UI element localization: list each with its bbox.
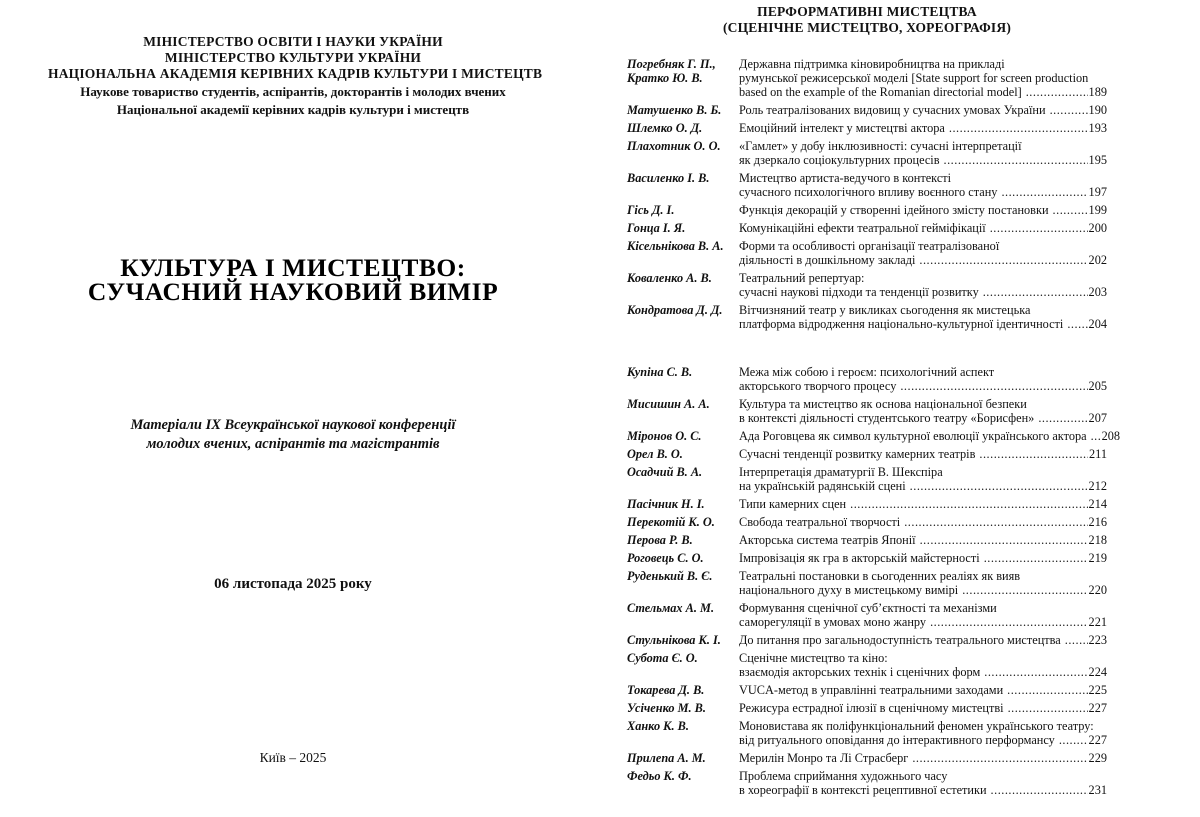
toc-entry-author [627, 465, 739, 479]
toc-author-line: Усіченко М. В. [627, 701, 706, 715]
toc-title-text: Мерилін Монро та Лі Страсберг [739, 751, 909, 765]
toc-entry-author [627, 701, 739, 715]
toc-title-text: Емоційний інтелект у мистецтві актора [739, 121, 945, 135]
toc-entry-titles [739, 701, 1107, 715]
toc-entry-titles [739, 429, 1121, 443]
toc-author-line: Міронов О. С. [627, 429, 702, 443]
toc-entry-author [627, 221, 739, 235]
dot-leader [1067, 317, 1087, 331]
toc-entry [627, 271, 1107, 299]
dot-leader [1008, 701, 1088, 715]
org-header-line: Національної академії керівних кадрів культури і мистецтв [116, 102, 470, 117]
toc-entry-page-number: 229 [1088, 751, 1107, 765]
toc-title-text: VUCA-метод в управлінні театральними заходами [739, 683, 1004, 697]
toc-entry-page-number: 197 [1088, 185, 1107, 199]
toc-entry [627, 171, 1107, 199]
dot-leader [962, 583, 1087, 597]
book-subtitle-line-2: молодих вчених, аспірантів та магістрантів [146, 435, 440, 452]
book-title-line-1: КУЛЬТУРА І МИСТЕЦТВО: [120, 253, 466, 282]
dot-leader [984, 551, 1088, 565]
toc-entry-author [627, 239, 739, 253]
org-header-line: МІНІСТЕРСТВО КУЛЬТУРИ УКРАЇНИ [164, 50, 422, 65]
toc-entry-page-number: 214 [1088, 497, 1107, 511]
toc-title-text: Режисура естрадної ілюзії в сценічному мистецтві [739, 701, 1004, 715]
toc-entry-page-number: 207 [1088, 411, 1107, 425]
toc-entry-page-number: 208 [1101, 429, 1121, 443]
toc-title-text: Ада Роговцева як символ культурної еволюції українського актора [739, 429, 1087, 443]
toc-entry [627, 57, 1107, 99]
dot-leader [850, 497, 1087, 511]
toc-author-line: Орел В. О. [627, 447, 683, 461]
toc-author-line: Шлемко О. Д. [627, 121, 703, 135]
toc-title-text: Свобода театральної творчості [739, 515, 901, 529]
toc-entry-author [627, 683, 739, 697]
toc-title-text: До питання про загальнодоступність театрального мистецтва [739, 633, 1061, 647]
toc-entry-author [627, 551, 739, 565]
toc-author-line: Прилепа А. М. [627, 751, 706, 765]
toc-entry-titles [739, 103, 1107, 117]
toc-title-line-last [739, 203, 1107, 217]
toc-entry [627, 551, 1107, 565]
toc-entry-titles [739, 203, 1107, 217]
toc-author-line: Кондратова Д. Д. [627, 303, 723, 317]
book-subtitle-line-1: Матеріали IX Всеукраїнської наукової конференції [130, 417, 456, 433]
toc-entry-titles [739, 397, 1107, 425]
toc-entry-titles [739, 447, 1107, 461]
toc-entry-author [627, 171, 739, 185]
dot-leader [904, 515, 1087, 529]
toc-author-line: Перова Р. В. [627, 533, 693, 547]
toc-author-line: Осадчий В. А. [627, 465, 703, 479]
toc-title-line-last [739, 551, 1107, 565]
toc-entry [627, 465, 1107, 493]
toc-entry [627, 719, 1107, 747]
toc-entry [627, 121, 1107, 135]
toc-entry-author [627, 651, 739, 665]
toc-title-line: Мистецтво артиста-ведучого в контексті [739, 171, 952, 185]
toc-entry-author [627, 103, 739, 117]
toc-author-line: Токарева Д. В. [627, 683, 705, 697]
toc-entry-page-number: 190 [1088, 103, 1107, 117]
toc-entry-titles [739, 751, 1107, 765]
toc-entry-titles [739, 633, 1107, 647]
toc-entry [627, 221, 1107, 235]
toc-entry-page-number: 227 [1088, 733, 1107, 747]
toc-title-line: румунської режисерської моделі [State support for screen production [739, 71, 1089, 85]
toc-title-line-last [739, 429, 1121, 443]
toc-title-line: Культура та мистецтво як основа національної безпеки [739, 397, 1027, 411]
toc-title-line-last [739, 121, 1107, 135]
toc-entry [627, 447, 1107, 461]
toc-entry-page-number: 216 [1088, 515, 1107, 529]
toc-title-line-last [739, 479, 1107, 493]
dot-leader [979, 447, 1088, 461]
toc-title-text: як дзеркало соціокультурних процесів [739, 153, 940, 167]
toc-entry-author [627, 203, 739, 217]
toc-author-line: Плахотник О. О. [627, 139, 721, 153]
toc-title-line-last [739, 103, 1107, 117]
toc-title-line-last [739, 85, 1107, 99]
toc-entry [627, 429, 1121, 443]
dot-leader [1026, 85, 1088, 99]
toc-entry-author [627, 57, 739, 85]
toc-entry-author [627, 751, 739, 765]
toc-title-line-last [739, 665, 1107, 679]
toc-entry [627, 533, 1107, 547]
book-title-line-2: СУЧАСНИЙ НАУКОВИЙ ВИМІР [87, 277, 499, 306]
toc-title-line-last [739, 615, 1107, 629]
toc-title-text: від ритуального оповідання до інтерактивного перформансу [739, 733, 1055, 747]
toc-entry-page-number: 224 [1088, 665, 1107, 679]
toc-entry-titles [739, 121, 1107, 135]
toc-entry-page-number: 203 [1088, 285, 1107, 299]
toc-entry [627, 103, 1107, 117]
toc-title-line-last [739, 533, 1107, 547]
toc-title-line-last [739, 515, 1107, 529]
toc-title-text: Імпровізація як гра в акторській майстерності [739, 551, 980, 565]
toc-entry-titles [739, 171, 1107, 199]
toc-entry-titles [739, 719, 1107, 747]
toc-entry [627, 651, 1107, 679]
toc-author-line: Василенко І. В. [627, 171, 710, 185]
toc-title-line-last [739, 447, 1107, 461]
toc-author-line: Пасічник Н. І. [627, 497, 705, 511]
toc-entry-page-number: 193 [1088, 121, 1107, 135]
toc-entry-page-number: 231 [1088, 783, 1107, 797]
toc-author-line: Матушенко В. Б. [627, 103, 722, 117]
toc-title-text: в хореографії в контексті рецептивної естетики [739, 783, 987, 797]
toc-title-text: в контексті діяльності студентського театру «Борисфен» [739, 411, 1035, 425]
toc-title-line-last [739, 701, 1107, 715]
toc-title-text: національного духу в мистецькому вимірі [739, 583, 959, 597]
dot-leader [1001, 185, 1087, 199]
toc-author-line: Стульнікова К. І. [627, 633, 721, 647]
toc-title-line: «Гамлет» у добу інклюзивності: сучасні інтерпретації [739, 139, 1022, 153]
toc-entry [627, 497, 1107, 511]
toc-entry-titles [739, 651, 1107, 679]
toc-entry-page-number: 220 [1088, 583, 1107, 597]
toc-entry-page-number: 204 [1088, 317, 1107, 331]
toc-entry-titles [739, 365, 1107, 393]
dot-leader [1038, 411, 1087, 425]
toc-entry-author [627, 719, 739, 733]
toc-title-line-last [739, 153, 1107, 167]
toc-title-text: платформа відродження національно-культурної ідентичності [739, 317, 1064, 331]
toc-title-line: Межа між собою і героєм: психологічний аспект [739, 365, 995, 379]
toc-title-line-last [739, 683, 1107, 697]
toc-entry-author [627, 397, 739, 411]
toc-entry-author [627, 515, 739, 529]
toc-title-line: Форми та особливості організації театралізованої [739, 239, 1000, 253]
toc-title-line: Моновистава як поліфункціональний феномен українського театру: [739, 719, 1094, 733]
toc-entry-author [627, 271, 739, 285]
toc-entry-author [627, 569, 739, 583]
toc-author-line: Гонца І. Я. [627, 221, 686, 235]
toc-entry-author [627, 365, 739, 379]
toc-author-line: Ханко К. В. [627, 719, 689, 733]
toc-entry [627, 569, 1107, 597]
toc-entry-author [627, 497, 739, 511]
toc-entry-page-number: 227 [1088, 701, 1107, 715]
book-subtitle [48, 416, 538, 453]
dot-leader [991, 783, 1088, 797]
toc-section-title-line-1: ПЕРФОРМАТИВНІ МИСТЕЦТВА [757, 4, 977, 19]
org-header-line: Наукове товариство студентів, аспірантів, докторантів і молодих вчених [80, 84, 506, 99]
toc-entry [627, 701, 1107, 715]
dot-leader [949, 121, 1088, 135]
toc-title-text: взаємодія акторських технік і сценічних форм [739, 665, 981, 679]
toc-title-text: саморегуляції в умовах моно жанру [739, 615, 927, 629]
toc-entry [627, 515, 1107, 529]
toc-title-line-last [739, 583, 1107, 597]
toc-author-line: Коваленко А. В. [627, 271, 712, 285]
dot-leader [920, 533, 1088, 547]
toc-section-title-line-2: (СЦЕНІЧНЕ МИСТЕЦТВО, ХОРЕОГРАФІЯ) [722, 20, 1012, 35]
toc-entry-titles [739, 769, 1107, 797]
toc-title-line-last [739, 185, 1107, 199]
toc-author-line: Субота Є. О. [627, 651, 698, 665]
toc-section-title [627, 4, 1107, 36]
dot-leader [1091, 429, 1101, 443]
toc-entry-titles [739, 515, 1107, 529]
toc-title-line: Проблема сприймання художнього часу [739, 769, 948, 783]
dot-leader [919, 253, 1087, 267]
toc-title-line-last [739, 733, 1107, 747]
toc-entry [627, 365, 1107, 393]
toc-author-line: Гісь Д. І. [627, 203, 675, 217]
toc-title-text: Комунікаційні ефекти театральної гейміфікації [739, 221, 986, 235]
toc-author-line: Кратко Ю. В. [627, 71, 703, 85]
toc-entry-page-number: 223 [1088, 633, 1107, 647]
toc-entry-page-number: 202 [1088, 253, 1107, 267]
toc-entry-titles [739, 239, 1107, 267]
dot-leader [930, 615, 1087, 629]
toc-entry-titles [739, 551, 1107, 565]
toc-title-text: діяльності в дошкільному закладі [739, 253, 916, 267]
toc-author-line: Кісельнікова В. А. [627, 239, 724, 253]
toc-title-text: Роль театралізованих видовищ у сучасних умовах України [739, 103, 1046, 117]
dot-leader [900, 379, 1087, 393]
toc-entry-titles [739, 303, 1107, 331]
toc-entry [627, 303, 1107, 331]
toc-entry [627, 139, 1107, 167]
toc-entry-page-number: 199 [1088, 203, 1107, 217]
toc-author-line: Перекотій К. О. [627, 515, 715, 529]
org-header [48, 34, 543, 118]
toc-list [627, 57, 1121, 797]
toc-title-text: Сучасні тенденції розвитку камерних театрів [739, 447, 976, 461]
dot-leader [910, 479, 1088, 493]
dot-leader [984, 665, 1087, 679]
toc-entry-author [627, 633, 739, 647]
toc-entry-page-number: 195 [1088, 153, 1107, 167]
toc-entry-page-number: 212 [1088, 479, 1107, 493]
toc-author-line: Федьо К. Ф. [627, 769, 692, 783]
toc-entry-page-number: 189 [1088, 85, 1107, 99]
toc-entry [627, 239, 1107, 267]
toc-title-line-last [739, 783, 1107, 797]
toc-title-line: Формування сценічної суб’єктності та механізми [739, 601, 997, 615]
dot-leader [990, 221, 1088, 235]
toc-entry [627, 633, 1107, 647]
toc-entry [627, 769, 1107, 797]
toc-entry [627, 683, 1107, 697]
toc-title-line: Державна підтримка кіновиробництва на прикладі [739, 57, 1005, 71]
toc-entry-titles [739, 533, 1107, 547]
dot-leader [1059, 733, 1088, 747]
toc-title-line: Сценічне мистецтво та кіно: [739, 651, 888, 665]
toc-entry [627, 203, 1107, 217]
toc-entry-titles [739, 271, 1107, 299]
toc-title-line-last [739, 497, 1107, 511]
toc-title-text: Типи камерних сцен [739, 497, 847, 511]
toc-title-line-last [739, 285, 1107, 299]
toc-entry-titles [739, 683, 1107, 697]
book-title [48, 253, 538, 306]
toc-title-line: Вітчизняний театр у викликах сьогодення як мистецька [739, 303, 1031, 317]
toc-entry-page-number: 221 [1088, 615, 1107, 629]
toc-title-line-last [739, 221, 1107, 235]
toc-title-line-last [739, 411, 1107, 425]
dot-leader [983, 285, 1088, 299]
toc-author-line: Роговець С. О. [627, 551, 704, 565]
toc-title-text: Функція декорацій у створенні ідейного змісту постановки [739, 203, 1049, 217]
toc-entry-titles [739, 139, 1107, 167]
toc-page [627, 0, 1121, 817]
toc-entry-author [627, 447, 739, 461]
toc-author-line: Погребняк Г. П., [627, 57, 716, 71]
toc-entry-page-number: 200 [1088, 221, 1107, 235]
toc-author-line: Руденький В. Є. [627, 569, 713, 583]
toc-title-text: на українській радянській сцені [739, 479, 906, 493]
dot-leader [1065, 633, 1088, 647]
toc-entry-author [627, 303, 739, 317]
toc-entry-titles [739, 601, 1107, 629]
toc-entry [627, 397, 1107, 425]
toc-author-line: Мисишин А. А. [627, 397, 710, 411]
toc-entry-page-number: 211 [1089, 447, 1107, 461]
toc-title-line: Театральний репертуар: [739, 271, 865, 285]
toc-title-line-last [739, 751, 1107, 765]
toc-entry-author [627, 533, 739, 547]
org-header-line: МІНІСТЕРСТВО ОСВІТИ І НАУКИ УКРАЇНИ [143, 34, 443, 49]
toc-entry-page-number: 219 [1088, 551, 1107, 565]
toc-title-text: акторського творчого процесу [739, 379, 897, 393]
toc-entry-author [627, 429, 739, 443]
toc-title-line-last [739, 253, 1107, 267]
toc-entry-author [627, 139, 739, 153]
toc-entry-titles [739, 221, 1107, 235]
toc-title-text: сучасні наукові підходи та тенденції розвитку [739, 285, 979, 299]
toc-entry-page-number: 205 [1088, 379, 1107, 393]
toc-author-line: Купіна С. В. [627, 365, 693, 379]
dot-leader [1053, 203, 1088, 217]
city-year: Київ – 2025 [259, 750, 327, 765]
toc-entry-titles [739, 57, 1107, 99]
dot-leader [944, 153, 1088, 167]
toc-entry-page-number: 218 [1088, 533, 1107, 547]
toc-entry-author [627, 769, 739, 783]
toc-entry-titles [739, 465, 1107, 493]
toc-title-line-last [739, 633, 1107, 647]
title-page [48, 0, 543, 817]
toc-entry-author [627, 601, 739, 615]
toc-title-line-last [739, 317, 1107, 331]
dot-leader [1050, 103, 1088, 117]
toc-entry-page-number: 225 [1088, 683, 1107, 697]
toc-entry [627, 751, 1107, 765]
toc-author-line: Стельмах А. М. [627, 601, 715, 615]
toc-title-text: сучасного психологічного впливу воєнного стану [739, 185, 998, 199]
toc-title-text: based on the example of the Romanian directorial model] [739, 85, 1022, 99]
toc-entry-titles [739, 497, 1107, 511]
org-header-line: НАЦІОНАЛЬНА АКАДЕМІЯ КЕРІВНИХ КАДРІВ КУЛЬТУРИ І МИСТЕЦТВ [48, 66, 543, 81]
toc-entry-author [627, 121, 739, 135]
dot-leader [912, 751, 1087, 765]
toc-title-line: Театральні постановки в сьогоденних реаліях як вияв [739, 569, 1021, 583]
dot-leader [1007, 683, 1087, 697]
toc-title-line-last [739, 379, 1107, 393]
conference-date: 06 листопада 2025 року [214, 576, 372, 592]
toc-entry-titles [739, 569, 1107, 597]
toc-title-line: Інтерпретація драматургії В. Шекспіра [739, 465, 943, 479]
toc-entry [627, 601, 1107, 629]
toc-title-text: Акторська система театрів Японії [739, 533, 916, 547]
